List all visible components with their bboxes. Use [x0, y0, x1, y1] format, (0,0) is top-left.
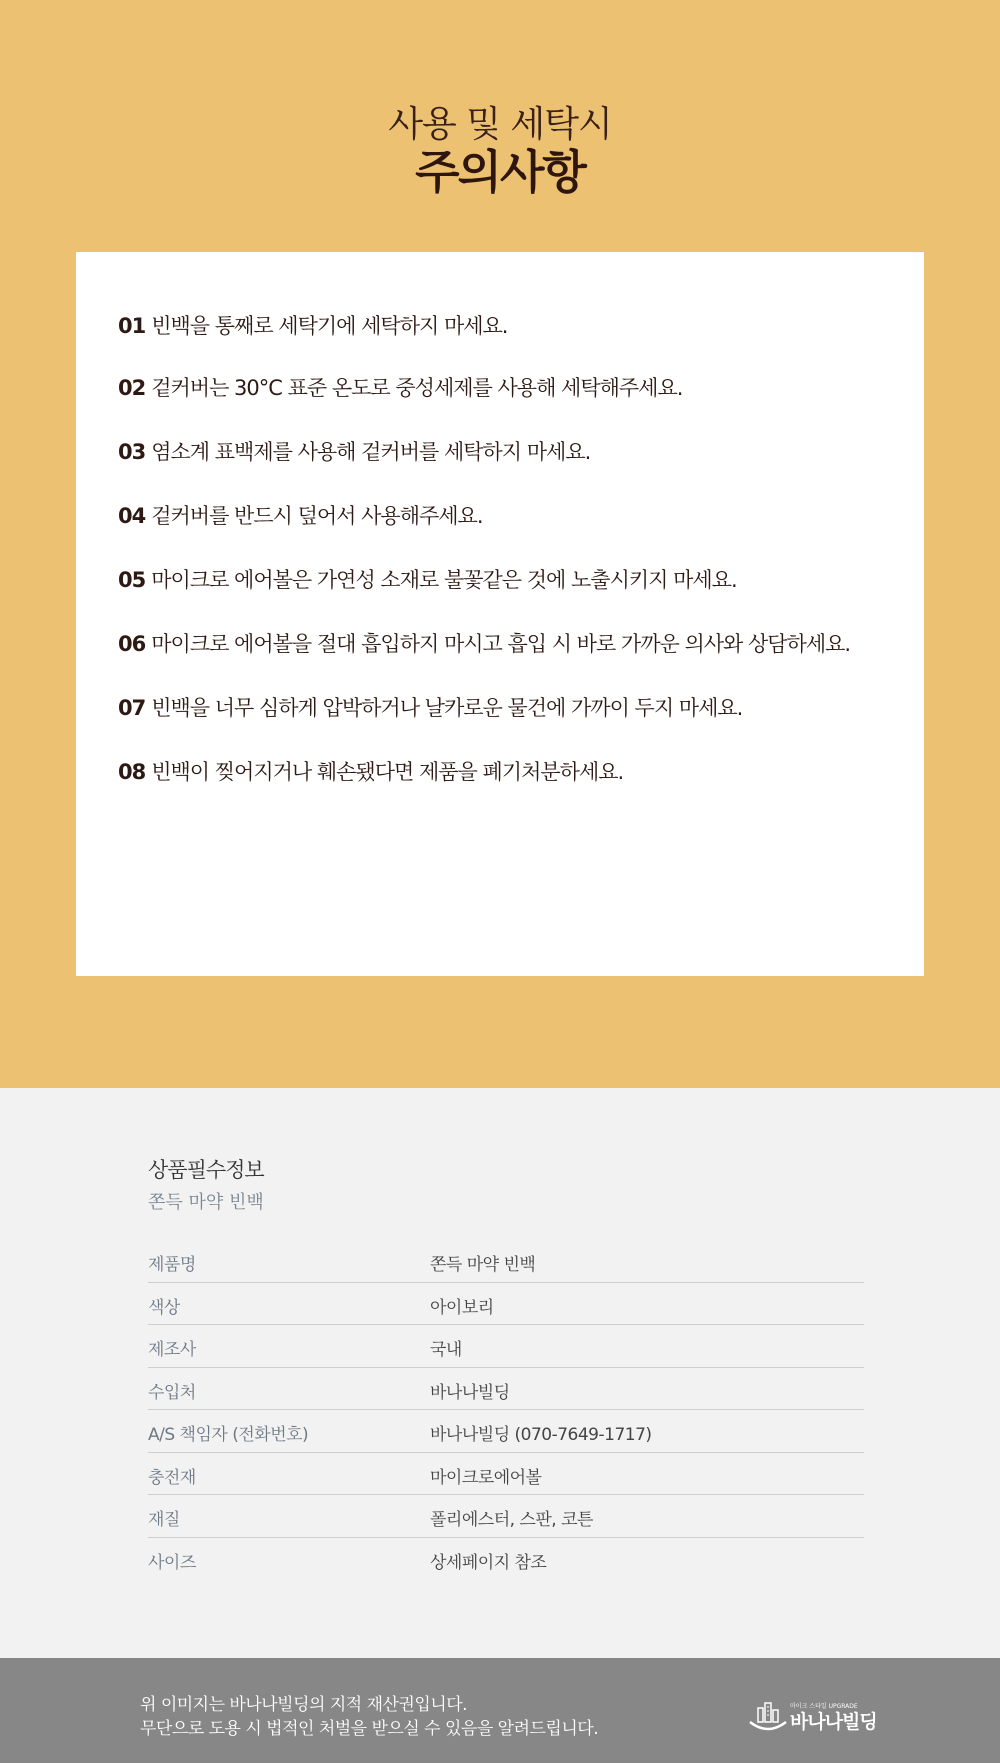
notice-item	[118, 310, 918, 340]
row-value: 폴리에스터, 스판, 코튼	[430, 1510, 593, 1530]
row-label: 충전재	[148, 1467, 196, 1488]
copyright-footer	[0, 1658, 1000, 1763]
notice-item	[118, 692, 918, 722]
section-title: 주의사항	[415, 145, 585, 199]
notice-number: 04	[118, 504, 146, 528]
row-value: 마이크로에어볼	[430, 1467, 542, 1488]
row-label: 재질	[148, 1510, 180, 1530]
row-value: 상세페이지 참조	[430, 1552, 547, 1573]
notice-text: 빈백을 통째로 세탁기에 세탁하지 마세요.	[151, 314, 508, 338]
brand-logo	[748, 1700, 877, 1734]
row-label: 사이즈	[148, 1552, 196, 1573]
row-value: 바나나빌딩 (070-7649-1717)	[430, 1425, 652, 1445]
notice-text: 염소계 표백제를 사용해 겉커버를 세탁하지 마세요.	[151, 440, 591, 464]
section-subtitle: 사용 및 세탁시	[388, 104, 612, 145]
row-value: 바나나빌딩	[430, 1382, 510, 1403]
notice-number: 05	[118, 568, 146, 592]
notice-text: 마이크로 에어볼은 가연성 소재로 불꽃같은 것에 노출시키지 마세요.	[151, 568, 737, 592]
table-row	[148, 1283, 864, 1326]
notice-number: 06	[118, 632, 146, 656]
notice-text: 빈백이 찢어지거나 훼손됐다면 제품을 폐기처분하세요.	[151, 760, 624, 784]
notice-item	[118, 372, 918, 402]
logo-tagline: 마이크 스타일 UPGRADE	[790, 1703, 858, 1710]
product-info-title: 상품필수정보	[148, 1158, 264, 1182]
notice-item	[118, 500, 918, 530]
copyright-line-1: 위 이미지는 바나나빌딩의 지적 재산권입니다.	[140, 1695, 468, 1715]
notice-text: 겉커버는 30°C 표준 온도로 중성세제를 사용해 세탁해주세요.	[151, 376, 683, 400]
product-info-section	[0, 1088, 1000, 1658]
notice-number: 02	[118, 376, 146, 400]
product-info-table	[148, 1240, 864, 1580]
table-row	[148, 1538, 864, 1581]
notice-number: 01	[118, 314, 146, 338]
row-label: 제품명	[148, 1255, 196, 1275]
row-label: 수입처	[148, 1382, 196, 1403]
logo-text: 바나나빌딩	[790, 1711, 877, 1733]
notice-item	[118, 628, 918, 658]
notice-text: 겉커버를 반드시 덮어서 사용해주세요.	[151, 504, 483, 528]
table-row	[148, 1368, 864, 1411]
notice-card	[76, 252, 924, 976]
building-logo-icon	[748, 1700, 788, 1734]
notice-text: 빈백을 너무 심하게 압박하거나 날카로운 물건에 가까이 두지 마세요.	[151, 696, 743, 720]
notice-number: 07	[118, 696, 146, 720]
notice-number: 08	[118, 760, 146, 784]
table-row	[148, 1325, 864, 1368]
row-label: 색상	[148, 1297, 180, 1318]
row-label: A/S 책임자 (전화번호)	[148, 1425, 309, 1445]
notice-item	[118, 564, 918, 594]
row-value: 쫀득 마약 빈백	[430, 1255, 536, 1275]
product-info-subtitle: 쫀득 마약 빈백	[148, 1192, 264, 1213]
notice-item	[118, 436, 918, 466]
notice-item	[118, 756, 918, 786]
row-value: 아이보리	[430, 1297, 494, 1318]
row-label: 제조사	[148, 1340, 196, 1360]
table-row	[148, 1453, 864, 1496]
notice-text: 마이크로 에어볼을 절대 흡입하지 마시고 흡입 시 바로 가까운 의사와 상담하세요.	[151, 632, 851, 656]
copyright-line-2: 무단으로 도용 시 법적인 처벌을 받으실 수 있음을 알려드립니다.	[140, 1719, 599, 1739]
row-value: 국내	[430, 1340, 462, 1360]
table-row	[148, 1410, 864, 1453]
table-row	[148, 1495, 864, 1538]
table-row	[148, 1240, 864, 1283]
notice-number: 03	[118, 440, 146, 464]
